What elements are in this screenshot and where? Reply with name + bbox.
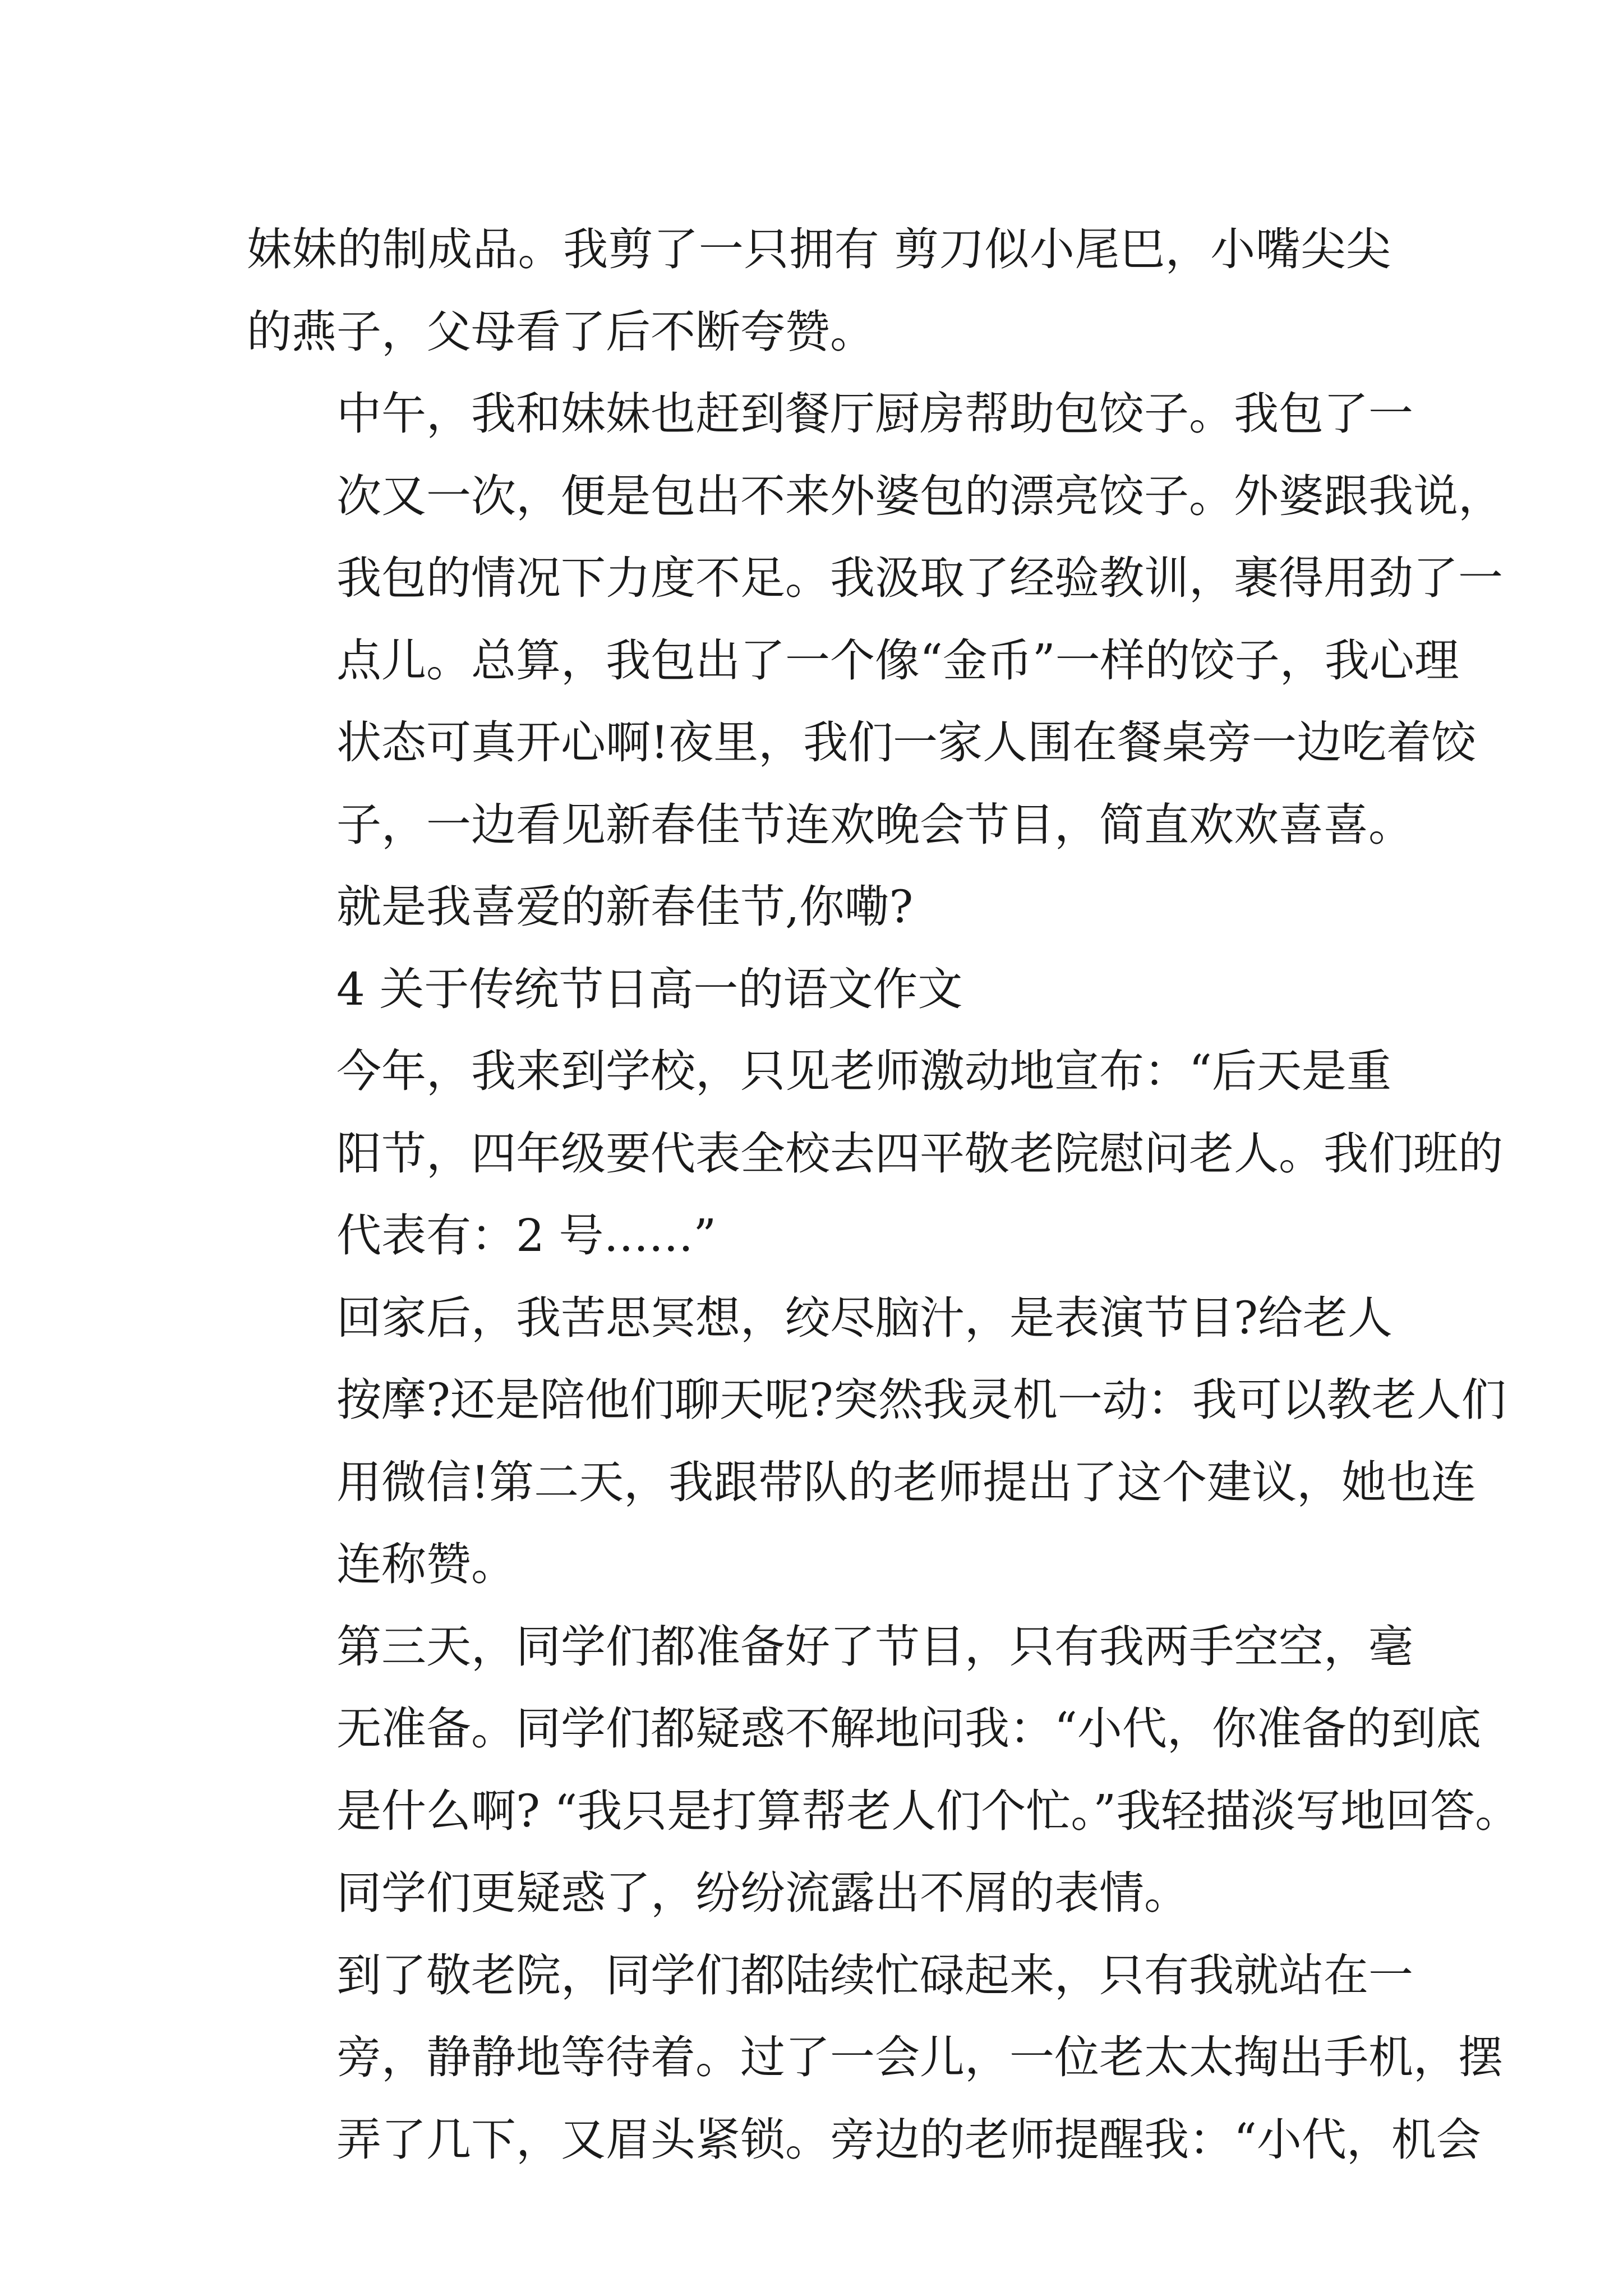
paragraph	[247, 949, 1391, 1031]
document-body	[247, 209, 1520, 2181]
text-line: 回家后，我苦思冥想，绞尽脑汁，是表演节目?给老人	[336, 1291, 1393, 1344]
text-line: 今年，我来到学校，只见老师激动地宣布：“后天是重	[336, 1045, 1391, 1097]
paragraph	[247, 1030, 1503, 1277]
text-line: 无准备。同学们都疑惑不解地问我：“小代，你准备的到底	[336, 1703, 1481, 1755]
text-line: 是什么啊? “我只是打算帮老人们个忙。”我轻描淡写地回答。	[336, 1784, 1520, 1837]
text-line: 到了敬老院，同学们都陆续忙碌起来，只有我就站在一	[336, 1949, 1413, 2001]
text-line: 子，一边看见新春佳节连欢晚会节目，简直欢欢喜喜。	[336, 798, 1413, 851]
paragraph	[247, 209, 1391, 373]
text-line: 我包的情况下力度不足。我汲取了经验教训，裹得用劲了一	[336, 552, 1503, 604]
text-line: 第三天，同学们都准备好了节目，只有我两手空空，毫	[336, 1620, 1413, 1673]
text-line: 用微信!第二天，我跟带队的老师提出了这个建议，她也连	[336, 1456, 1477, 1508]
text-line: 就是我喜爱的新春佳节,你嘞?	[336, 881, 914, 933]
text-line: 状态可真开心啊!夜里，我们一家人围在餐桌旁一边吃着饺	[336, 716, 1477, 769]
text-line: 代表有：2 号……”	[336, 1209, 717, 1262]
text-line: 妹妹的制成品。我剪了一只拥有 剪刀似小尾巴，小嘴尖尖	[247, 223, 1391, 275]
text-line: 的燕子，父母看了后不断夸赞。	[247, 305, 875, 358]
paragraph	[247, 373, 1503, 866]
text-line: 弄了几下，又眉头紧锁。旁边的老师提醒我：“小代，机会	[336, 2113, 1481, 2166]
text-line: 中午，我和妹妹也赶到餐厅厨房帮助包饺子。我包了一	[336, 388, 1413, 440]
paragraph	[247, 1606, 1520, 1935]
text-line: 旁，静静地等待着。过了一会儿，一位老太太掏出手机，摆	[336, 2031, 1503, 2083]
text-line: 次又一次，便是包出不来外婆包的漂亮饺子。外婆跟我说，	[336, 470, 1503, 522]
text-line: 点儿。总算，我包出了一个像“金币”一样的饺子，我心理	[336, 634, 1459, 687]
text-line: 同学们更疑惑了，纷纷流露出不屑的表情。	[336, 1867, 1189, 1919]
text-line: 4 关于传统节日高一的语文作文	[336, 963, 963, 1015]
paragraph	[247, 1935, 1503, 2182]
text-line: 按摩?还是陪他们聊天呢?突然我灵机一动：我可以教老人们	[336, 1374, 1506, 1426]
paragraph	[247, 1277, 1506, 1606]
text-line: 连称赞。	[336, 1538, 516, 1590]
paragraph	[247, 866, 1391, 949]
text-line: 阳节，四年级要代表全校去四平敬老院慰问老人。我们班的	[336, 1127, 1503, 1180]
